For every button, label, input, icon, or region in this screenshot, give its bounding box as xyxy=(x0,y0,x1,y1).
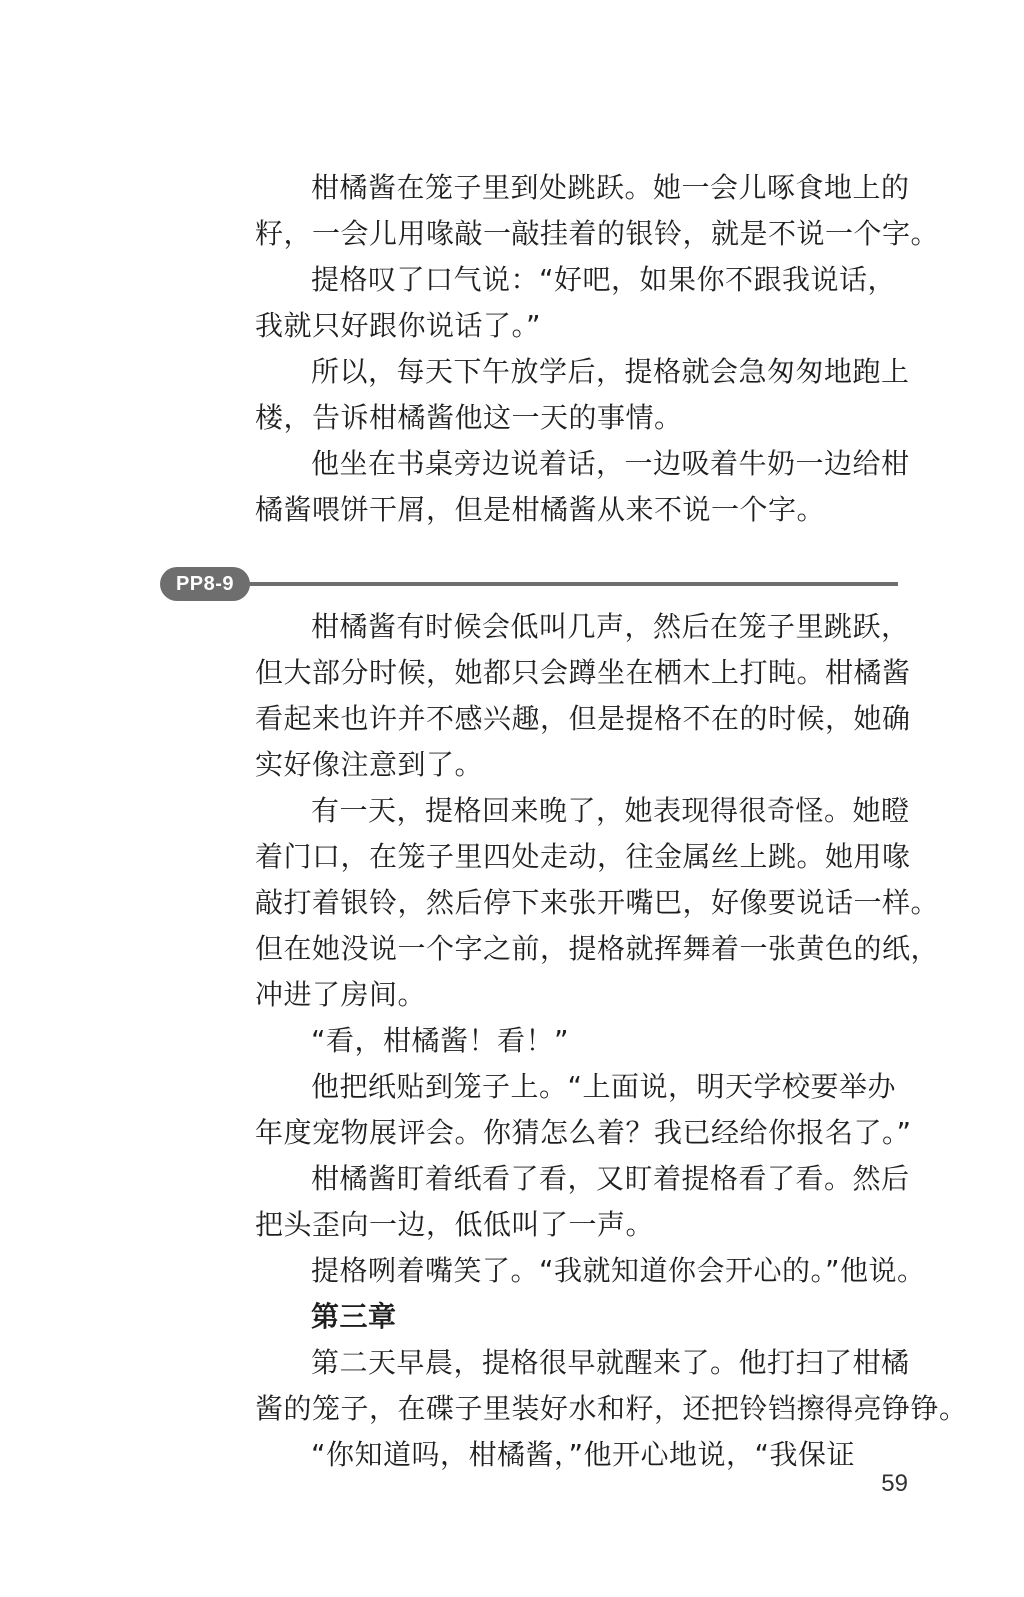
text-line: 第二天早晨，提格很早就醒来了。他打扫了柑橘 xyxy=(311,1346,910,1379)
paragraph-block-top xyxy=(255,165,940,533)
text-line: 柑橘酱在笼子里到处跳跃。她一会儿啄食地上的 xyxy=(311,171,910,204)
text-line: 提格咧着嘴笑了。“我就知道你会开心的。”他说。 xyxy=(311,1254,926,1287)
text-line: 但在她没说一个字之前，提格就挥舞着一张黄色的纸， xyxy=(255,932,940,965)
text-line: 把头歪向一边，低低叫了一声。 xyxy=(255,1208,655,1241)
text-line: 楼，告诉柑橘酱他这一天的事情。 xyxy=(255,401,683,434)
paragraph-block-bottom xyxy=(255,604,968,1478)
text-line: 籽，一会儿用喙敲一敲挂着的银铃，就是不说一个字。 xyxy=(255,217,940,250)
section-marker xyxy=(160,567,900,601)
text-line: “看，柑橘酱！看！” xyxy=(311,1024,570,1057)
text-line: 实好像注意到了。 xyxy=(255,748,484,781)
text-line: 年度宠物展评会。你猜怎么着？我已经给你报名了。” xyxy=(255,1116,912,1149)
text-line: 着门口，在笼子里四处走动，往金属丝上跳。她用喙 xyxy=(255,840,911,873)
text-line: “你知道吗，柑橘酱，”他开心地说，“我保证 xyxy=(311,1438,856,1471)
text-line: 橘酱喂饼干屑，但是柑橘酱从来不说一个字。 xyxy=(255,493,826,526)
text-line: 提格叹了口气说：“好吧，如果你不跟我说话， xyxy=(311,263,897,296)
text-line: 酱的笼子，在碟子里装好水和籽，还把铃铛擦得亮铮铮。 xyxy=(255,1392,968,1425)
text-line: 所以，每天下午放学后，提格就会急匆匆地跑上 xyxy=(311,355,910,388)
text-line: 他坐在书桌旁边说着话，一边吸着牛奶一边给柑 xyxy=(311,447,910,480)
text-line: 他把纸贴到笼子上。“上面说，明天学校要举办 xyxy=(311,1070,897,1103)
section-tag: PP8-9 xyxy=(160,567,250,601)
text-line: 敲打着银铃，然后停下来张开嘴巴，好像要说话一样。 xyxy=(255,886,940,919)
section-divider xyxy=(248,582,898,586)
text-line: 柑橘酱盯着纸看了看，又盯着提格看了看。然后 xyxy=(311,1162,910,1195)
text-line: 柑橘酱有时候会低叫几声，然后在笼子里跳跃， xyxy=(311,610,910,643)
page-number: 59 xyxy=(881,1470,908,1497)
text-line: 但大部分时候，她都只会蹲坐在栖木上打盹。柑橘酱 xyxy=(255,656,911,689)
text-line: 我就只好跟你说话了。” xyxy=(255,309,542,342)
text-line: 冲进了房间。 xyxy=(255,978,427,1011)
chapter-heading: 第三章 xyxy=(311,1300,397,1333)
text-line: 有一天，提格回来晚了，她表现得很奇怪。她瞪 xyxy=(311,794,910,827)
text-line: 看起来也许并不感兴趣，但是提格不在的时候，她确 xyxy=(255,702,911,735)
